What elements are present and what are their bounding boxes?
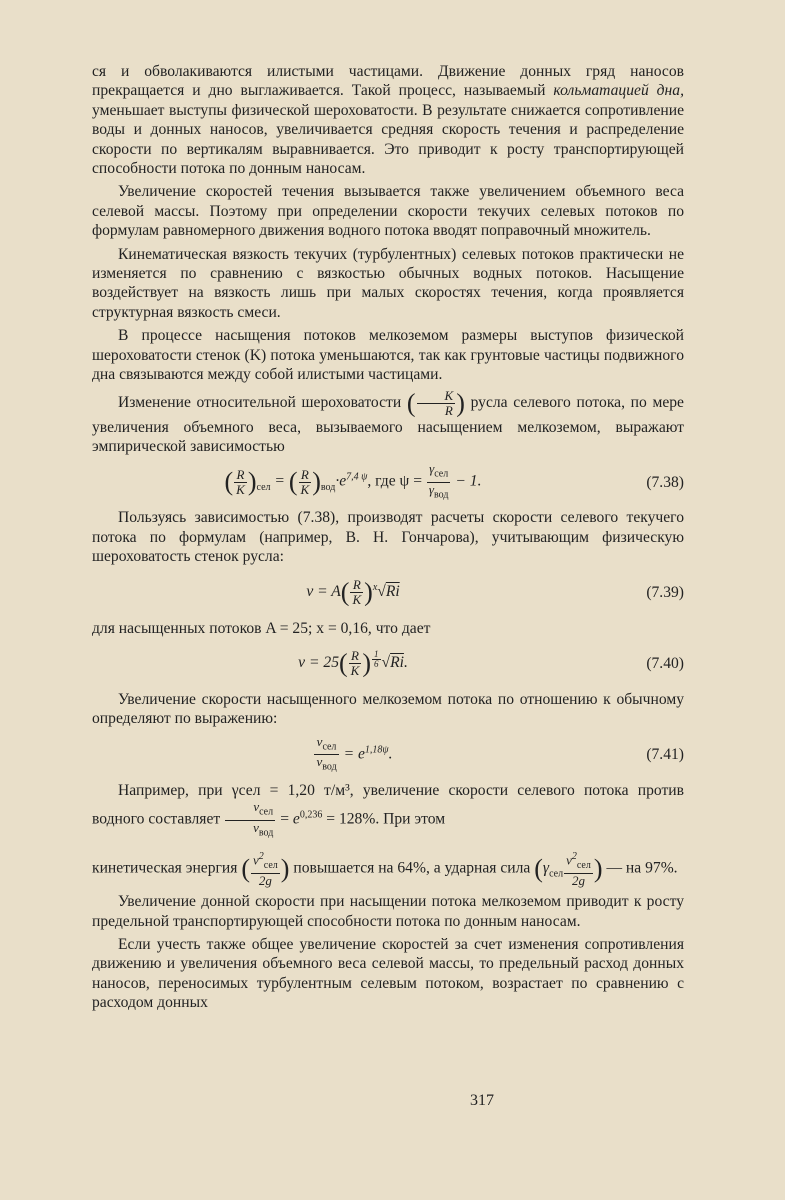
page-number: 317 — [470, 1092, 494, 1109]
equation-number: (7.38) — [646, 473, 684, 491]
equation-7-39: v = A( $\frac{R}{K}$ )$^x$√Ri (7.39) — [306, 577, 684, 608]
equation-number: (7.41) — [646, 746, 684, 764]
paragraph-9: Например, при γсел = 1,20 т/м³, увеличение скорости селевого потока против водного составляет $\frac{v_{сел}}{v_{вод}}$ = $e^{0,236} = 128\%$. При этом — [92, 781, 684, 839]
paragraph-5: Изменение относительной шероховатости ( $\frac{K}{R}$ ) русла селевого потока, по мере увеличения объемного веса, вызываемого насыщением мелкоземом, выражают эмпирической зависимостью — [92, 387, 684, 455]
paragraph-4: В процессе насыщения потоков мелкоземом размеры выступов физической шероховатости стенок (K) потока уменьшаются, так как грунтовые частицы подвижного дна связываются между собой илистыми частицами. — [92, 327, 684, 384]
paragraph-3: Кинематическая вязкость текучих (турбулентных) селевых потоков практически не изменяется по сравнению с вязкостью обычных водных потоков. Насыщение воздействует на вязкость лишь при малых скоростях течения, когда проявляется структурная вязкость смеси. — [92, 245, 684, 321]
equation-number: (7.40) — [646, 655, 684, 673]
equation-7-40: v = 25( $\frac{R}{K}$ ) $^{\frac{1}{6}}$ √Ri. (7.40) — [298, 648, 684, 679]
equation-number: (7.39) — [646, 583, 684, 601]
term-kolmatatsiya: кольматацией дна, — [553, 82, 684, 100]
paragraph-8: Увеличение скорости насыщенного мелкоземом потока по отношению к обычному определяют по выражению: — [92, 690, 684, 728]
paragraph-12: Если учесть также общее увеличение скоростей за счет изменения сопротивления движению и увеличения объемного веса селевой массы, то предельный расход донных наносов, переносимых турбулентным селевым потоком, возрастает по сравнению с расходом донных — [92, 936, 684, 1012]
page-text — [92, 62, 684, 1013]
paragraph-11: Увеличение донной скорости при насыщении потока мелкоземом приводит к росту предельной транспортирующей способности потока по донным наносам. — [92, 893, 684, 930]
paragraph-1: ся и обволакиваются илистыми частицами. Движение донных гряд наносов прекращается и дно выглаживается. Такой процесс, называемый кольматацией дна, уменьшает выступы физической шероховатости. В результате снижается сопротивление воды и донных наносов, увеличивается средняя скорость течения и распределение скорости по вертикалям выравнивается. Это приводит к росту транспортирующей способности потока по донным наносам. — [92, 63, 684, 178]
paragraph-7: для насыщенных потоков A = 25; x = 0,16, что дает — [92, 619, 431, 637]
paragraph-2: Увеличение скоростей течения вызывается также увеличением объемного веса селевой массы. Поэтому при определении скорости текучих селевых потоков по формулам равномерного движения водного потока вводят поправочный множитель. — [92, 183, 684, 240]
paragraph-6: Пользуясь зависимостью (7.38), производят расчеты скорости селевого текучего потока по формулам (например, В. Н. Гончарова), учитывающим физическую шероховатость стенок русла: — [92, 509, 684, 566]
equation-7-41: $\frac{v_{сел}}{v_{вод}}$ = $e^{1,18\psi}$. (7.41) — [316, 733, 684, 773]
equation-7-38: ( $\frac{R}{K}$ )$_{сел}$ = ( $\frac{R}{K}$ )$_{вод}\cdot e^{7,4 \psi}$, где ψ = $\frac{\gamma_{сел}}{\gamma_{вод}}$ − 1. (7.38) — [224, 461, 684, 501]
paragraph-10: кинетическая энергия ( $\frac{v^2_{сел}}{2g}$ ) повышается на 64%, а ударная сила ($\gamma_{сел}$ $\frac{v^2_{сел}}{2g}$ ) — на 97%. — [92, 851, 678, 889]
